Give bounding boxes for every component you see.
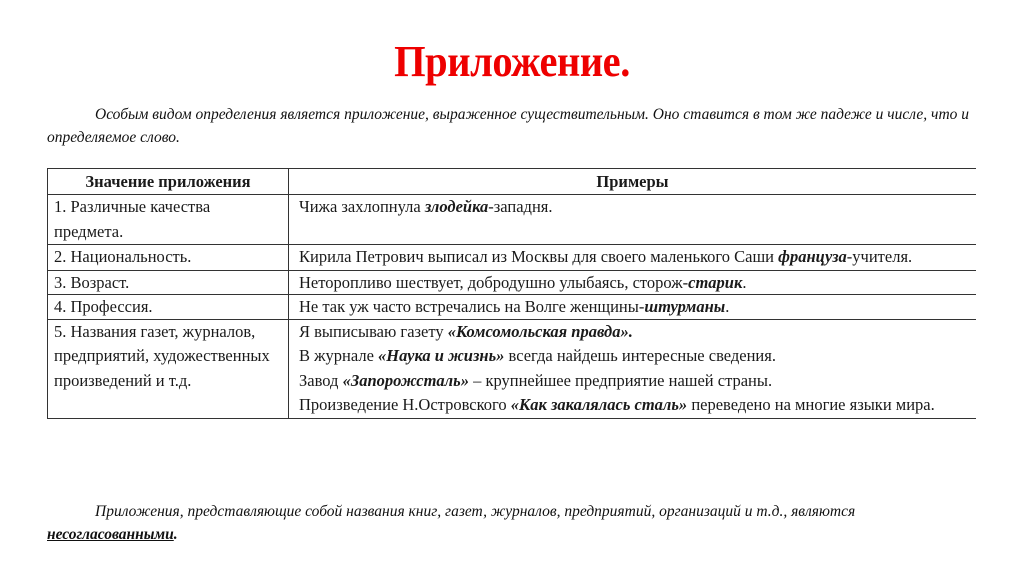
example-text: всегда найдешь интересные сведения.: [504, 346, 776, 365]
meaning-cell: 1. Различные качества предмета.: [48, 195, 289, 245]
example-sentence: [299, 369, 970, 394]
examples-cell: [289, 195, 977, 245]
appositive-highlight: штурманы: [644, 297, 726, 316]
column-header-examples: Примеры: [289, 169, 977, 195]
conclusion-end: .: [173, 526, 178, 543]
example-text: -учителя.: [846, 247, 913, 266]
examples-cell: [289, 319, 977, 418]
example-text: переведено на многие языки мира.: [687, 395, 935, 414]
page-title: Приложение.: [394, 37, 630, 86]
example-text: Неторопливо шествует, добродушно улыбаясь, сторож-: [299, 272, 689, 292]
example-text: Чижа захлопнула: [299, 197, 425, 216]
example-sentence: [299, 195, 970, 220]
table-header-row: [48, 169, 977, 195]
table-row: [48, 245, 977, 271]
conclusion-text: Приложения, представляющие собой названия книг, газет, журналов, предприятий, организаций и т.д., являются: [95, 503, 856, 520]
appositive-table: [47, 168, 976, 419]
example-sentence: [299, 344, 970, 369]
example-sentence: [299, 320, 970, 345]
column-header-meaning: Значение приложения: [48, 169, 289, 195]
appositive-highlight: «Наука и жизнь»: [378, 346, 505, 365]
appositive-highlight: злодейка: [424, 197, 489, 216]
example-text: Я выписываю газету: [299, 321, 448, 341]
example-text: – крупнейшее предприятие нашей страны.: [468, 370, 773, 390]
examples-cell: [289, 245, 977, 271]
examples-cell: [289, 295, 977, 320]
example-text: .: [742, 272, 747, 292]
example-text: Произведение Н.Островского: [299, 395, 511, 414]
table-row: [48, 319, 977, 418]
meaning-cell: 3. Возраст.: [48, 270, 289, 295]
appositive-highlight: француза: [778, 247, 847, 266]
table-row: [48, 270, 977, 295]
example-sentence: [299, 295, 970, 319]
example-text: Кирила Петрович выписал из Москвы для своего маленького Саши: [299, 247, 779, 266]
table-row: [48, 295, 977, 320]
intro-paragraph: Особым видом определения является приложение, выраженное существительным. Оно ставится в том же падеже и числе, что и определяемое слово.: [47, 106, 970, 146]
example-sentence: [299, 393, 970, 418]
table-row: [48, 195, 977, 245]
meaning-cell: 4. Профессия.: [48, 295, 289, 320]
table-body: [48, 195, 977, 419]
example-text: В журнале: [299, 346, 379, 365]
example-text: Завод: [299, 370, 343, 390]
example-sentence: [299, 271, 970, 295]
appositive-highlight: «Комсомольская правда».: [447, 321, 633, 341]
examples-cell: [289, 270, 977, 295]
appositive-highlight: «Запорожсталь»: [342, 370, 469, 390]
conclusion-paragraph: [47, 500, 977, 546]
example-text: Не так уж часто встречались на Волге женщины-: [299, 297, 645, 316]
example-text: .: [725, 297, 730, 316]
appositive-highlight: старик: [688, 272, 743, 292]
conclusion-underlined-term: несогласованными: [47, 526, 174, 543]
example-sentence: [299, 245, 970, 270]
meaning-cell: 5. Названия газет, журналов, предприятий, художественных произведений и т.д.: [48, 319, 289, 418]
appositive-highlight: «Как закалялась сталь»: [510, 395, 688, 414]
meaning-cell: 2. Национальность.: [48, 245, 289, 271]
example-text: -западня.: [488, 197, 553, 216]
